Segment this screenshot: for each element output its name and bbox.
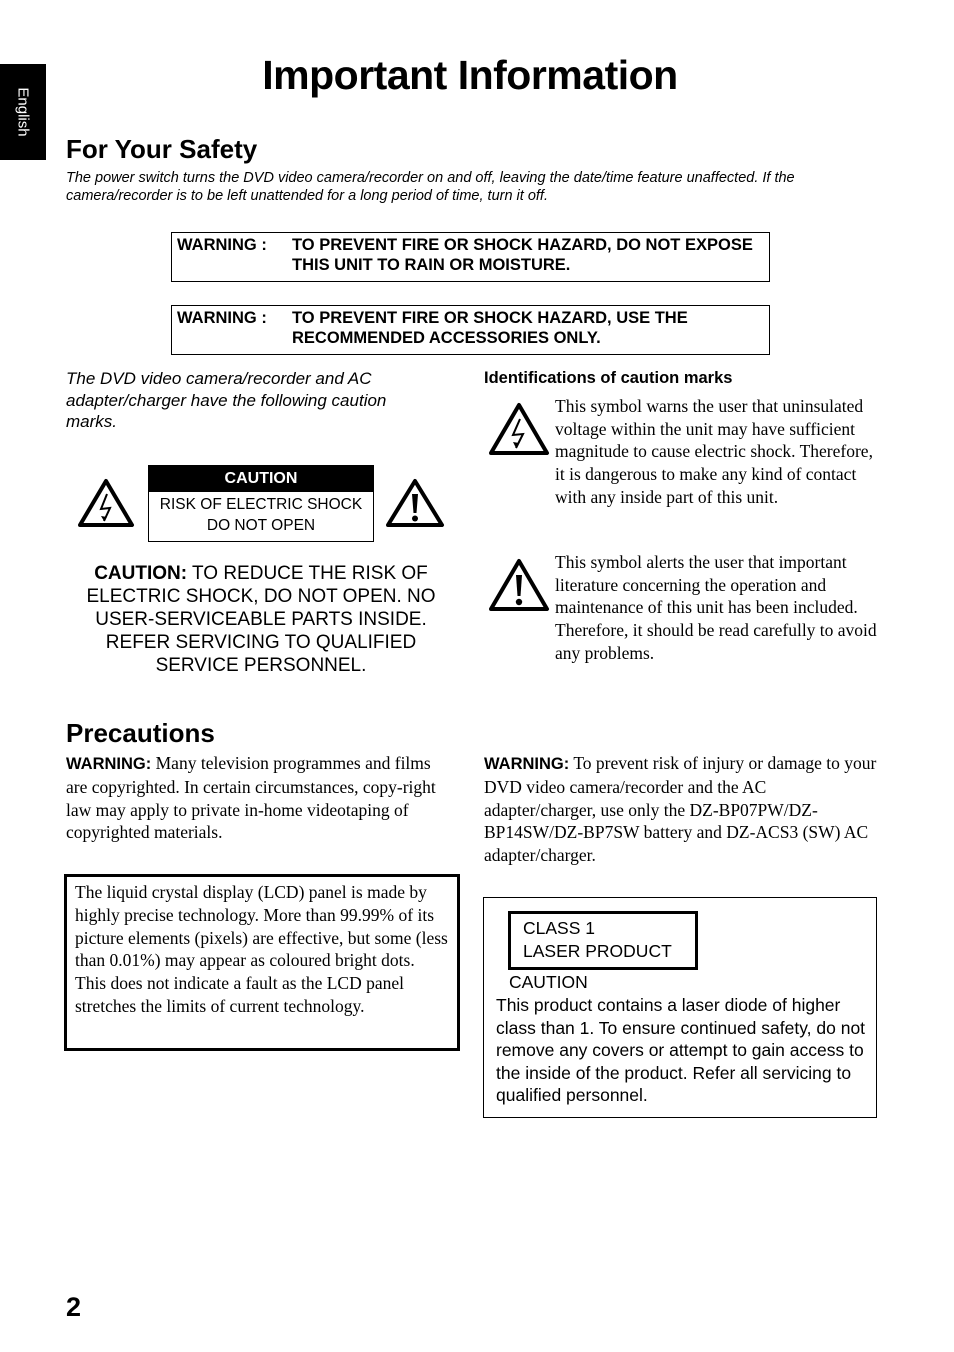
page-title: Important Information — [262, 52, 678, 98]
laser-class-line: LASER PRODUCT — [523, 941, 672, 961]
caution-statement-text: TO REDUCE THE RISK OF ELECTRIC SHOCK, DO NOT OPEN. NO USER-SERVICEABLE PARTS INSIDE. REFER SERVICING TO QUALIFIED SERVICE PERSONNEL. — [86, 563, 436, 676]
accessories-warning-text: To prevent risk of injury or damage to your DVD video camera/recorder and the AC adapter/charger, use only the DZ-BP07PW/DZ-BP14SW/DZ-BP7SW battery and DZ-ACS3 (SW) AC adapter/charger. — [484, 753, 877, 866]
caution-marks-intro: The DVD video camera/recorder and AC adapter/charger have the following caution marks. — [66, 369, 387, 431]
caution-label-line: RISK OF ELECTRIC SHOCK — [159, 496, 363, 513]
warning-box-rain — [171, 232, 770, 282]
warning-text: TO PREVENT FIRE OR SHOCK HAZARD, USE THE RECOMMENDED ACCESSORIES ONLY. — [292, 309, 688, 347]
caution-statement-lead: CAUTION: — [94, 563, 188, 584]
safety-intro: The power switch turns the DVD video camera/recorder on and off, leaving the date/time feature unaffected. If the camera/recorder is to be left unattended for a long period of time, turn it off. — [66, 170, 795, 204]
warning-label: WARNING : — [177, 309, 267, 327]
laser-notice-box — [483, 897, 877, 1118]
precautions-heading: Precautions — [66, 718, 215, 748]
lightning-warning-icon — [77, 478, 135, 528]
safety-heading: For Your Safety — [66, 134, 258, 164]
lcd-note-text: The liquid crystal display (LCD) panel is made by highly precise technology. More than 99.99% of its picture elements (pixels) are effective, but some (less than 0.01%) may appear as coloured bright dots. This does not indicate a fault as the LCD panel stretches the limits of current technology. — [75, 882, 448, 1016]
caution-label — [148, 465, 374, 542]
caution-label-body — [149, 492, 373, 536]
lcd-note-box — [64, 874, 460, 1051]
caution-statement — [66, 562, 456, 677]
identifications-title: Identifications of caution marks — [484, 369, 733, 387]
copyright-warning-lead: WARNING: — [66, 755, 152, 773]
accessories-warning — [484, 752, 879, 867]
copyright-warning-text: Many television programmes and films are copyrighted. In certain circumstances, copy-right law may apply to private in-home videotaping of copyrighted materials. — [66, 753, 436, 843]
page-number: 2 — [66, 1292, 82, 1322]
warning-text: TO PREVENT FIRE OR SHOCK HAZARD, DO NOT EXPOSE THIS UNIT TO RAIN OR MOISTURE. — [292, 236, 753, 274]
laser-class-label — [508, 911, 698, 970]
laser-caution-heading: CAUTION — [509, 972, 588, 992]
caution-label-line: DO NOT OPEN — [206, 517, 316, 534]
caution-label-head: CAUTION — [149, 466, 373, 492]
language-tab-label: English — [14, 87, 32, 137]
lightning-symbol-description: This symbol warns the user that uninsulated voltage within the unit may have sufficient magnitude to cause electric shock. Therefore, it is dangerous to make any kind of contact with any inside part of this unit. — [555, 396, 873, 507]
warning-box-accessories — [171, 305, 770, 355]
warning-label: WARNING : — [177, 236, 267, 254]
exclamation-warning-icon — [385, 478, 445, 528]
laser-class-line: CLASS 1 — [523, 918, 595, 938]
exclamation-warning-icon — [488, 558, 550, 612]
laser-caution-text: This product contains a laser diode of higher class than 1. To ensure continued safety, do not remove any covers or attempt to gain access to the inside of the product. Refer all servicing to qualified personnel. — [496, 995, 866, 1106]
accessories-warning-lead: WARNING: — [484, 755, 570, 773]
exclamation-symbol-description: This symbol alerts the user that important literature concerning the operation and maintenance of this unit has been included. Therefore, it should be read carefully to avoid any problems. — [555, 552, 877, 663]
copyright-warning — [66, 752, 451, 844]
lightning-warning-icon — [488, 402, 550, 456]
